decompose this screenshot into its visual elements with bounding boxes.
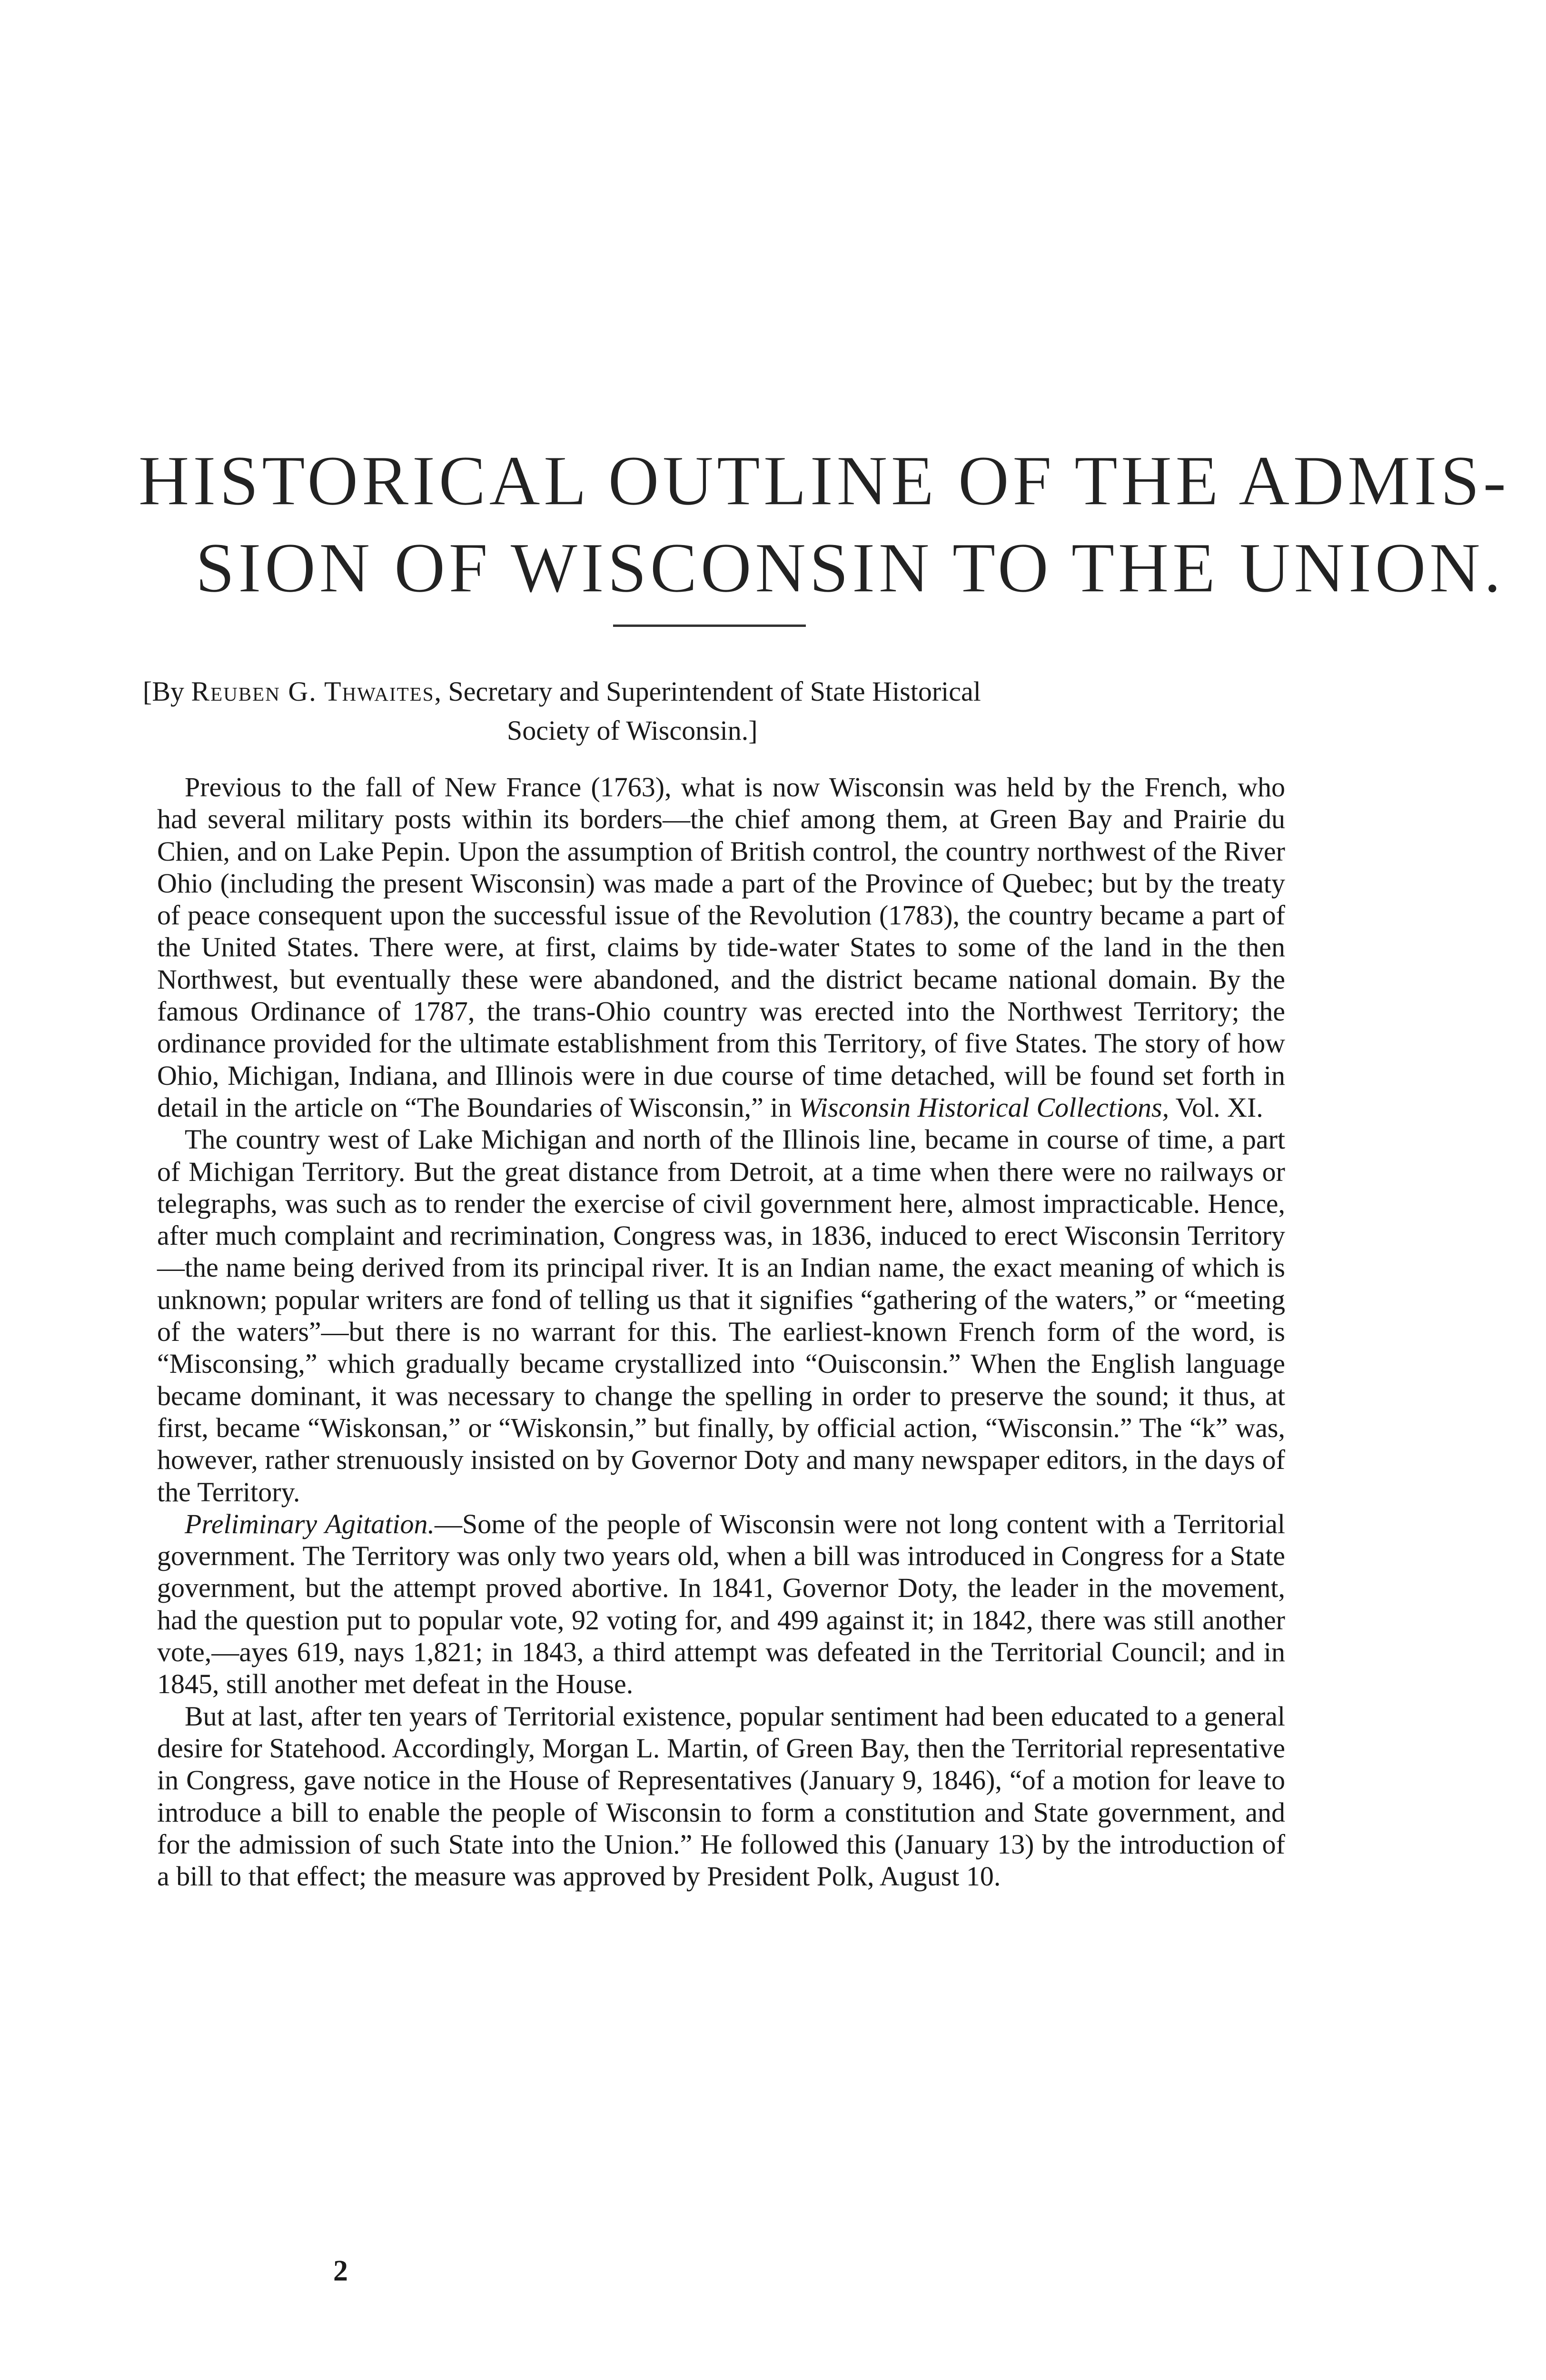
paragraph-1-italic-title: Wisconsin Historical Collections,: [798, 1091, 1169, 1123]
title-line-2: SION OF WISCONSIN TO THE UNION.: [195, 528, 1505, 607]
page-number: 2: [333, 2255, 348, 2287]
byline-line-1: [143, 675, 1276, 708]
paragraph-1-text: Previous to the fall of New France (1763), what is now Wisconsin was held by the French, who had several military posts within its borders—the chief among them, at Green Bay and Prairie du Chien, and on Lake Pepin. Upon the assumption of British control, the country northwest of the River Ohio (including the present Wisconsin) was made a part of the Province of Quebec; but by the treaty of peace consequent upon the successful issue of the Revolution (1783), the country became a part of the United States. There were, at first, claims by tide-water States to some of the land in the then Northwest, but eventually these were abandoned, and the district became national domain. By the famous Ordinance of 1787, the trans-Ohio country was erected into the Northwest Territory; the ordinance provided for the ultimate establishment from this Territory, of five States. The story of how Ohio, Michigan, Indiana, and Illinois were in due course of time detached, will be found set forth in detail in the article on “The Boundaries of Wisconsin,” in: [157, 772, 1285, 1123]
byline-prefix: [By: [143, 676, 191, 707]
byline-author: Reuben G. Thwaites: [191, 676, 435, 707]
paragraph-1-volume: Vol. XI.: [1175, 1091, 1263, 1123]
title-line-1: HISTORICAL OUTLINE OF THE ADMIS-: [138, 441, 1509, 520]
paragraph-1: [157, 771, 1285, 1123]
paragraph-2: The country west of Lake Michigan and north of the Illinois line, became in course of time, a part of Michigan Territory. But the great distance from Detroit, at a time when there were no railways or telegraphs, was such as to render the exercise of civil government here, almost impracticable. Hence, after much complaint and recrimination, Congress was, in 1836, induced to erect Wisconsin Territory—the name being derived from its principal river. It is an Indian name, the exact meaning of which is unknown; popular writers are fond of telling us that it signifies “gathering of the waters,” or “meeting of the waters”—but there is no warrant for this. The earliest-known French form of the word, is “Misconsing,” which gradually became crystallized into “Ouisconsin.” When the English language became dominant, it was necessary to change the spelling in order to preserve the sound; it thus, at first, became “Wiskonsan,” or “Wiskonsin,” but finally, by official action, “Wisconsin.” The “k” was, however, rather strenuously insisted on by Governor Doty and many newspaper editors, in the days of the Territory.: [157, 1124, 1285, 1507]
byline-role-line-1: , Secretary and Superintendent of State Historical: [434, 676, 981, 707]
body-text: [157, 771, 1285, 1892]
paragraph-3: [157, 1508, 1285, 1700]
section-heading-preliminary-agitation: Preliminary Agitation.: [185, 1508, 435, 1539]
paragraph-4: But at last, after ten years of Territorial existence, popular sentiment had been educated to a general desire for Statehood. Accordingly, Morgan L. Martin, of Green Bay, then the Territorial representative in Congress, gave notice in the House of Representatives (January 9, 1846), “of a motion for leave to introduce a bill to enable the people of Wisconsin to form a constitution and State government, and for the admission of such State into the Union.” He followed this (January 13) by the introduction of a bill to that effect; the measure was approved by President Polk, August 10.: [157, 1700, 1285, 1892]
paragraph-3-text: —Some of the people of Wisconsin were not long content with a Territorial government. The Territory was only two years old, when a bill was introduced in Congress for a State government, but the attempt proved abortive. In 1841, Governor Doty, the leader in the movement, had the question put to popular vote, 92 voting for, and 499 against it; in 1842, there was still another vote,—ayes 619, nays 1,821; in 1843, a third attempt was defeated in the Territorial Council; and in 1845, still another met defeat in the House.: [157, 1508, 1285, 1700]
title-rule: [613, 625, 806, 627]
byline-role-line-2: Society of Wisconsin.]: [507, 715, 758, 746]
